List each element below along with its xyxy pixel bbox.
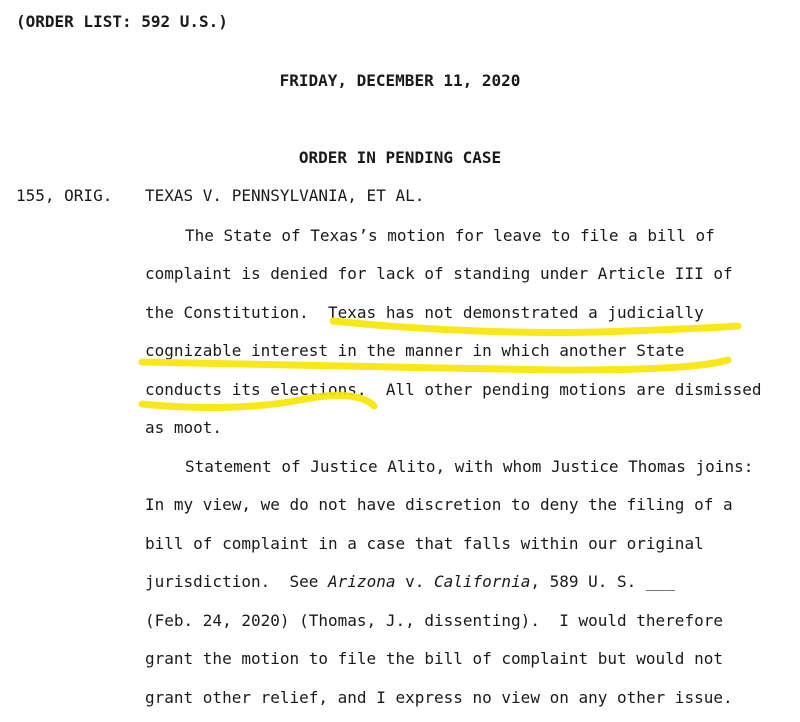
section-heading: ORDER IN PENDING CASE bbox=[298, 148, 502, 167]
citation-party-2: California bbox=[434, 572, 531, 591]
statement-line-6: grant the motion to file the bill of complaint but would not bbox=[145, 649, 723, 668]
statement-line-2: In my view, we do not have discretion to deny the filing of a bbox=[145, 495, 733, 514]
statement-line-1: Statement of Justice Alito, with whom Justice Thomas joins: bbox=[185, 457, 754, 476]
order-line-2: complaint is denied for lack of standing under Article III of bbox=[145, 264, 733, 283]
citation-reporter: , 589 U. S. ___ bbox=[530, 572, 675, 591]
statement-line-7: grant other relief, and I express no view on any other issue. bbox=[145, 688, 733, 707]
highlight-stroke-1 bbox=[333, 321, 738, 333]
order-list-label: (ORDER LIST: 592 U.S.) bbox=[16, 12, 228, 31]
statement-line-4 bbox=[145, 572, 675, 591]
statement-line-3: bill of complaint in a case that falls within our original bbox=[145, 534, 704, 553]
order-line-3: the Constitution. Texas has not demonstrated a judicially bbox=[145, 303, 704, 322]
order-line-5: conducts its elections. All other pending motions are dismissed bbox=[145, 380, 762, 399]
order-line-6: as moot. bbox=[145, 418, 223, 437]
citation-party-1: Arizona bbox=[328, 572, 396, 591]
statement-line-5: (Feb. 24, 2020) (Thomas, J., dissenting). I would therefore bbox=[145, 611, 723, 630]
citation-versus: v. bbox=[395, 572, 434, 591]
highlight-stroke-2 bbox=[142, 360, 728, 370]
order-line-1: The State of Texas’s motion for leave to file a bill of bbox=[185, 226, 715, 245]
statement-line-4-text: jurisdiction. See bbox=[145, 572, 329, 591]
case-number: 155, ORIG. bbox=[16, 186, 113, 205]
case-title: TEXAS V. PENNSYLVANIA, ET AL. bbox=[145, 186, 425, 205]
date-heading: FRIDAY, DECEMBER 11, 2020 bbox=[279, 71, 521, 90]
order-line-4: cognizable interest in the manner in which another State bbox=[145, 341, 685, 360]
